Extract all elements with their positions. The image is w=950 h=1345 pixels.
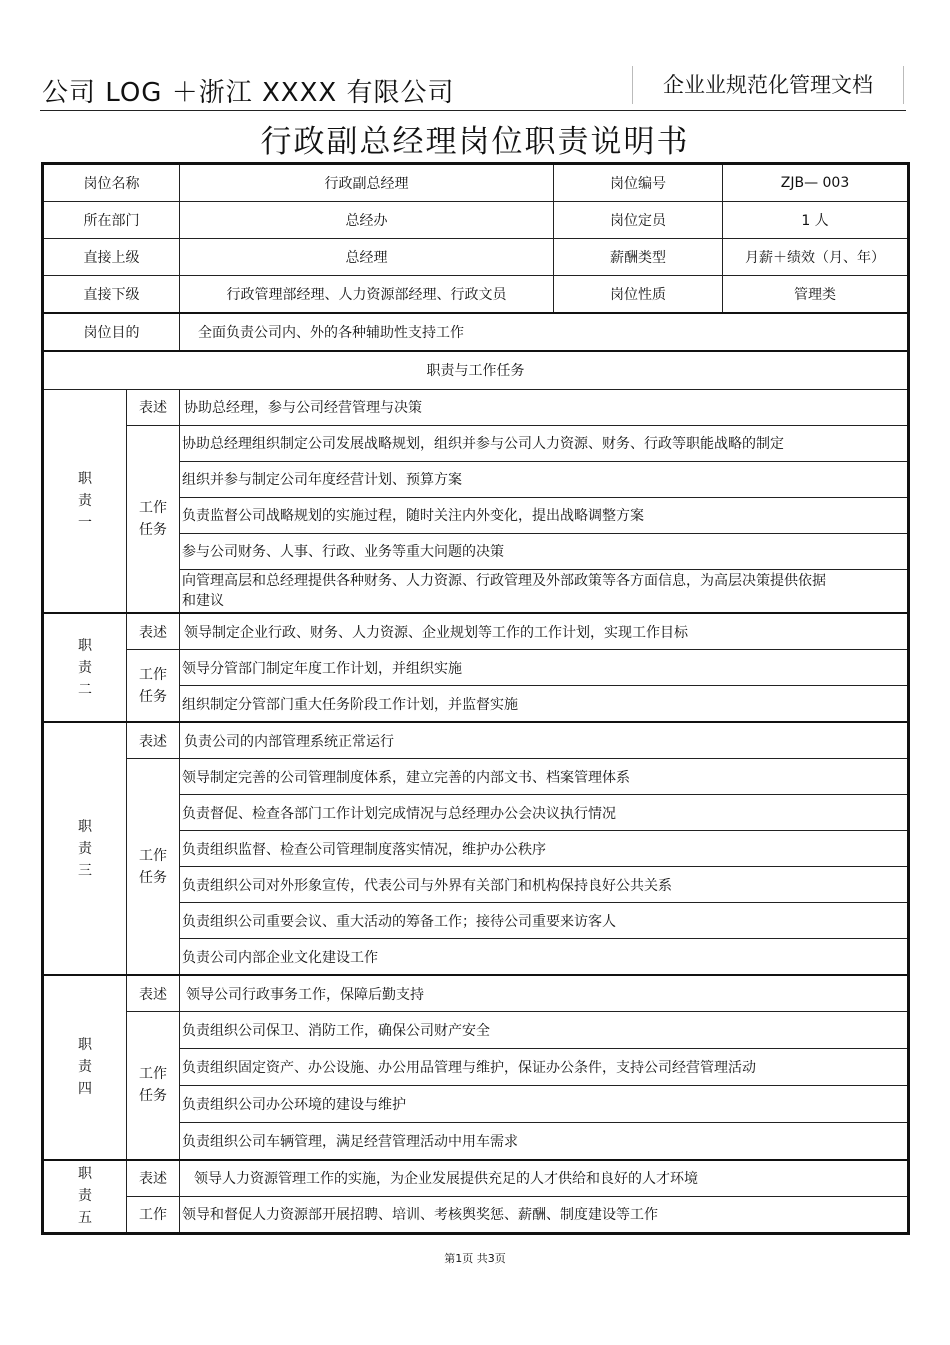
page-number: 第1页 共3页 xyxy=(444,1252,506,1265)
section-title-row xyxy=(43,351,909,389)
info-row xyxy=(43,202,909,239)
duty-desc: 领导制定企业行政、财务、人力资源、企业规划等工作的工作计划，实现工作目标 xyxy=(180,613,909,650)
tasks-label: 工作任务 xyxy=(127,759,180,976)
duty-desc-row xyxy=(43,975,909,1012)
section-title: 职责与工作任务 xyxy=(43,351,909,389)
page-title: 行政副总经理岗位职责说明书 xyxy=(260,124,690,160)
duty-name: 职责五 xyxy=(43,1160,127,1234)
duty-desc: 领导人力资源管理工作的实施，为企业发展提供充足的人才供给和良好的人才环境 xyxy=(180,1160,909,1197)
duty-desc-row xyxy=(43,722,909,759)
field-label: 所在部门 xyxy=(43,202,180,239)
task-item: 组织并参与制定公司年度经营计划、预算方案 xyxy=(180,461,909,497)
task-row xyxy=(43,1012,909,1049)
info-row xyxy=(43,164,909,202)
task-item: 负责组织公司重要会议、重大活动的筹备工作；接待公司重要来访客人 xyxy=(180,903,909,939)
purpose-row xyxy=(43,313,909,351)
desc-label: 表述 xyxy=(127,722,180,759)
task-item: 参与公司财务、人事、行政、业务等重大问题的决策 xyxy=(180,533,909,569)
field-value: ZJB— 003 xyxy=(723,164,909,202)
desc-label: 表述 xyxy=(127,389,180,425)
desc-label: 表述 xyxy=(127,1160,180,1197)
task-row xyxy=(43,425,909,461)
task-item: 负责组织公司保卫、消防工作，确保公司财产安全 xyxy=(180,1012,909,1049)
task-item: 组织制定分管部门重大任务阶段工作计划，并监督实施 xyxy=(180,686,909,723)
purpose-text: 全面负责公司内、外的各种辅助性支持工作 xyxy=(180,313,909,351)
field-label: 岗位性质 xyxy=(554,276,723,314)
task-item: 负责组织监督、检查公司管理制度落实情况，维护办公秩序 xyxy=(180,831,909,867)
tasks-label: 工作任务 xyxy=(127,1012,180,1160)
task-item: 领导制定完善的公司管理制度体系，建立完善的内部文书、档案管理体系 xyxy=(180,759,909,795)
task-item: 负责组织公司车辆管理，满足经营管理活动中用车需求 xyxy=(180,1123,909,1160)
duty-name: 职责二 xyxy=(43,613,127,722)
field-value: 月薪＋绩效（月、年） xyxy=(723,239,909,276)
company-header: 公司 LOG ＋浙江 XXXX 有限公司 xyxy=(42,78,455,108)
task-item: 负责组织固定资产、办公设施、办公用品管理与维护，保证办公条件，支持公司经营管理活动 xyxy=(180,1049,909,1086)
task-row xyxy=(43,759,909,795)
info-row xyxy=(43,239,909,276)
duty-desc: 领导公司行政事务工作，保障后勤支持 xyxy=(180,975,909,1012)
duty-desc-row xyxy=(43,1160,909,1197)
duty-name: 职责三 xyxy=(43,722,127,975)
field-value: 1 人 xyxy=(723,202,909,239)
duty-desc-row xyxy=(43,389,909,425)
field-value: 管理类 xyxy=(723,276,909,314)
task-item: 向管理高层和总经理提供各种财务、人力资源、行政管理及外部政策等各方面信息，为高层决策提供依据和建议 xyxy=(180,569,909,613)
field-label: 直接上级 xyxy=(43,239,180,276)
purpose-label: 岗位目的 xyxy=(43,313,180,351)
field-label: 岗位名称 xyxy=(43,164,180,202)
task-item: 领导分管部门制定年度工作计划，并组织实施 xyxy=(180,650,909,686)
doc-type-label: 企业业规范化管理文档 xyxy=(632,66,904,104)
info-row xyxy=(43,276,909,314)
task-item: 负责督促、检查各部门工作计划完成情况与总经理办公会决议执行情况 xyxy=(180,795,909,831)
duty-name: 职责四 xyxy=(43,975,127,1160)
field-label: 岗位定员 xyxy=(554,202,723,239)
field-label: 直接下级 xyxy=(43,276,180,314)
desc-label: 表述 xyxy=(127,975,180,1012)
task-item: 领导和督促人力资源部开展招聘、培训、考核舆奖惩、薪酬、制度建设等工作 xyxy=(180,1196,909,1233)
field-label: 岗位编号 xyxy=(554,164,723,202)
field-value: 总经办 xyxy=(180,202,554,239)
task-row xyxy=(43,1196,909,1233)
tasks-label: 工作任务 xyxy=(127,425,180,613)
duty-desc-row xyxy=(43,613,909,650)
header-divider xyxy=(40,110,906,111)
task-item: 协助总经理组织制定公司发展战略规划，组织并参与公司人力资源、财务、行政等职能战略的制定 xyxy=(180,425,909,461)
duty-desc: 协助总经理，参与公司经营管理与决策 xyxy=(180,389,909,425)
task-item: 负责公司内部企业文化建设工作 xyxy=(180,939,909,976)
task-item: 负责监督公司战略规划的实施过程，随时关注内外变化，提出战略调整方案 xyxy=(180,497,909,533)
field-value: 行政管理部经理、人力资源部经理、行政文员 xyxy=(180,276,554,314)
job-description-table xyxy=(41,162,910,1235)
task-item: 负责组织公司办公环境的建设与维护 xyxy=(180,1086,909,1123)
field-value: 行政副总经理 xyxy=(180,164,554,202)
tasks-label: 工作任务 xyxy=(127,650,180,723)
desc-label: 表述 xyxy=(127,613,180,650)
tasks-label: 工作 xyxy=(127,1196,180,1233)
task-item: 负责组织公司对外形象宣传，代表公司与外界有关部门和机构保持良好公共关系 xyxy=(180,867,909,903)
task-row xyxy=(43,650,909,686)
duty-desc: 负责公司的内部管理系统正常运行 xyxy=(180,722,909,759)
duty-name: 职责一 xyxy=(43,389,127,613)
field-label: 薪酬类型 xyxy=(554,239,723,276)
field-value: 总经理 xyxy=(180,239,554,276)
